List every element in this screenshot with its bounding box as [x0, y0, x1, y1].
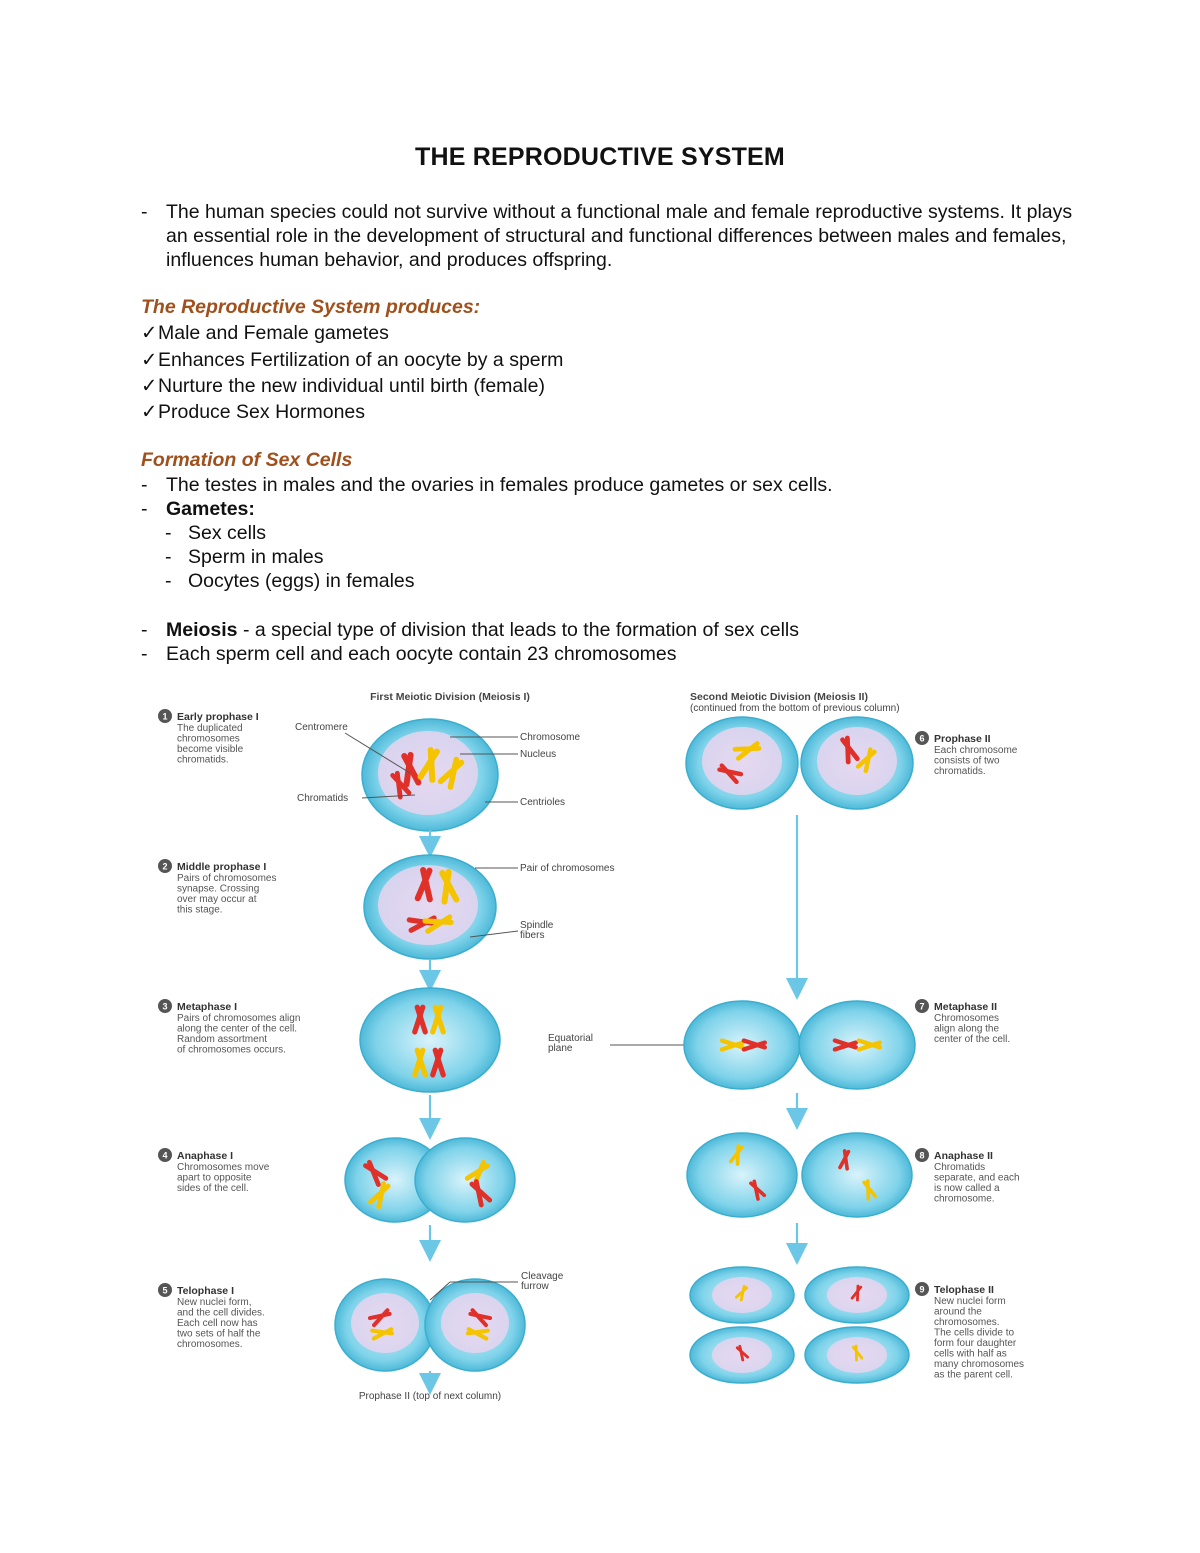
- gametes-term: Gametes:: [166, 498, 255, 520]
- stage-description: separate, and each: [934, 1172, 1020, 1184]
- meiosis-ii-subtitle: (continued from the bottom of previous column): [690, 703, 900, 714]
- stage-description: apart to opposite: [177, 1172, 252, 1184]
- check-icon: ✓: [141, 401, 158, 423]
- check-icon: ✓: [141, 375, 158, 397]
- label-centromere: Centromere: [295, 722, 348, 733]
- meiosis-definition: - a special type of division that leads to the formation of sex cells: [237, 619, 799, 641]
- formation-text: The testes in males and the ovaries in females produce gametes or sex cells.: [166, 474, 833, 496]
- meiosis-diagram: [140, 685, 1065, 1410]
- stage-description: synapse. Crossing: [177, 883, 260, 895]
- stage-name: Early prophase I: [177, 711, 259, 723]
- stage-description: two sets of half the: [177, 1328, 261, 1340]
- bullet-dash: -: [165, 570, 172, 592]
- stage-description: around the: [934, 1306, 982, 1318]
- stage-description: of chromosomes occurs.: [177, 1044, 286, 1056]
- stage-description: consists of two: [934, 755, 1000, 767]
- step-badge-number: 4: [162, 1150, 168, 1161]
- cell: [415, 1138, 515, 1222]
- stage-description: align along the: [934, 1023, 1000, 1035]
- step-badge-number: 8: [919, 1150, 925, 1161]
- label-cleavage-furrow: furrow: [521, 1281, 549, 1292]
- stage-description: center of the cell.: [934, 1034, 1011, 1045]
- bullet-dash: -: [165, 546, 172, 568]
- chromatid: [856, 1285, 859, 1302]
- gametes-subitem-label: Sex cells: [188, 522, 267, 544]
- stage-description: chromatids.: [177, 754, 229, 766]
- stage-description: Pairs of chromosomes: [177, 873, 277, 884]
- label-chromatids: Chromatids: [297, 793, 349, 804]
- stage-name: Middle prophase I: [177, 861, 267, 873]
- label-equatorial-plane: plane: [548, 1043, 573, 1054]
- stage-name: Metaphase II: [934, 1001, 998, 1013]
- stage-name: Prophase II: [934, 733, 991, 745]
- gametes-subitem-label: Oocytes (eggs) in females: [188, 570, 415, 592]
- stage-description: The cells divide to: [934, 1327, 1015, 1339]
- meiosis-ii-title: Second Meiotic Division (Meiosis II): [690, 691, 868, 703]
- check-icon: ✓: [141, 322, 158, 344]
- stage-description: Pairs of chromosomes align: [177, 1013, 301, 1024]
- stage-description: chromatids.: [934, 766, 986, 777]
- stage-description: chromosomes: [177, 733, 240, 745]
- stage-description: Chromosomes: [934, 1013, 1000, 1024]
- produces-item-label: Enhances Fertilization of an oocyte by a sperm: [158, 349, 564, 371]
- nucleus: [441, 1293, 509, 1353]
- label-centrioles: Centrioles: [520, 797, 566, 808]
- label-spindle: fibers: [520, 930, 545, 941]
- step-badge-number: 7: [919, 1001, 925, 1012]
- stage-description: Random assortment: [177, 1034, 268, 1045]
- formation-heading: Formation of Sex Cells: [141, 449, 353, 471]
- produces-item: [141, 348, 563, 372]
- bullet-dash: -: [141, 643, 148, 665]
- produces-item: [141, 374, 545, 398]
- meiosis-term: Meiosis: [166, 619, 238, 641]
- stage-name: Metaphase I: [177, 1001, 238, 1013]
- chromosome-count-text: Each sperm cell and each oocyte contain 23 chromosomes: [166, 643, 677, 665]
- dividing-cell: [802, 1133, 912, 1217]
- stage-description: Each cell now has: [177, 1318, 258, 1329]
- step-badge-number: 2: [162, 861, 168, 872]
- stage-description: chromosomes.: [934, 1317, 1000, 1328]
- bullet-dash: -: [141, 474, 148, 496]
- produces-heading: The Reproductive System produces:: [141, 296, 481, 318]
- stage-description: this stage.: [177, 904, 223, 916]
- bullet-dash: -: [141, 498, 148, 520]
- stage-description: New nuclei form: [934, 1296, 1006, 1307]
- stage-description: form four daughter: [934, 1338, 1017, 1349]
- cell: [799, 1001, 915, 1089]
- produces-item-label: Nurture the new individual until birth (female): [158, 375, 545, 397]
- label-equatorial-plane: Equatorial: [548, 1033, 594, 1044]
- stage-description: chromosome.: [934, 1193, 995, 1205]
- stage-name: Telophase II: [934, 1284, 994, 1296]
- stage-description: cells with half as: [934, 1348, 1007, 1360]
- meiosis-i-title: First Meiotic Division (Meiosis I): [370, 691, 530, 703]
- label-spindle: Spindle: [520, 920, 554, 931]
- bullet-dash: -: [141, 201, 148, 223]
- stage-description: sides of the cell.: [177, 1183, 249, 1194]
- stage-description: as the parent cell.: [934, 1369, 1013, 1381]
- stage-description: The duplicated: [177, 723, 243, 734]
- produces-item-label: Produce Sex Hormones: [158, 401, 366, 423]
- meiosis-text: [166, 618, 799, 642]
- gametes-label: [166, 497, 255, 521]
- bullet-dash: -: [165, 522, 172, 544]
- produces-item-label: Male and Female gametes: [158, 322, 389, 344]
- label-nucleus: Nucleus: [520, 749, 557, 760]
- stage-description: is now called a: [934, 1183, 1000, 1194]
- step-badge-number: 6: [919, 733, 925, 744]
- step-badge-number: 3: [162, 1001, 168, 1012]
- label-prophase-ii-next: Prophase II (top of next column): [358, 1391, 502, 1402]
- cell: [360, 988, 500, 1092]
- stage-description: Each chromosome: [934, 745, 1018, 756]
- produces-item: [141, 400, 365, 424]
- nucleus: [378, 731, 478, 815]
- produces-item: [141, 321, 389, 345]
- stage-description: and the cell divides.: [177, 1307, 265, 1319]
- stage-description: over may occur at: [177, 894, 257, 905]
- stage-description: Chromatids: [934, 1162, 986, 1173]
- stage-description: Chromosomes move: [177, 1162, 270, 1173]
- stage-description: New nuclei form,: [177, 1297, 252, 1308]
- stage-description: many chromosomes: [934, 1359, 1025, 1370]
- stage-name: Telophase I: [177, 1285, 234, 1297]
- step-badge-number: 5: [162, 1285, 168, 1296]
- nucleus: [702, 727, 782, 795]
- stage-description: chromosomes.: [177, 1339, 243, 1350]
- chromatid: [736, 1144, 740, 1166]
- step-badge-number: 9: [919, 1284, 925, 1295]
- intro-text: The human species could not survive without a functional male and female reproductive systems. It plays an essential role in the development of structural and functional differences between males and females, influences human behavior, and produces offspring.: [166, 201, 1073, 271]
- bullet-dash: -: [141, 619, 148, 641]
- stage-name: Anaphase I: [177, 1150, 234, 1162]
- page-title: THE REPRODUCTIVE SYSTEM: [415, 143, 785, 171]
- diagram-graphics: [158, 691, 1024, 1402]
- stage-name: Anaphase II: [934, 1150, 993, 1162]
- stage-description: along the center of the cell.: [177, 1023, 298, 1035]
- nucleus: [351, 1293, 419, 1353]
- step-badge-number: 1: [162, 711, 168, 722]
- stage-description: become visible: [177, 744, 244, 755]
- label-cleavage-furrow: Cleavage: [521, 1271, 564, 1282]
- label-chromosome: Chromosome: [520, 732, 581, 743]
- check-icon: ✓: [141, 349, 158, 371]
- label-pair-of-chromosomes: Pair of chromosomes: [520, 863, 615, 874]
- gametes-subitem-label: Sperm in males: [188, 546, 324, 568]
